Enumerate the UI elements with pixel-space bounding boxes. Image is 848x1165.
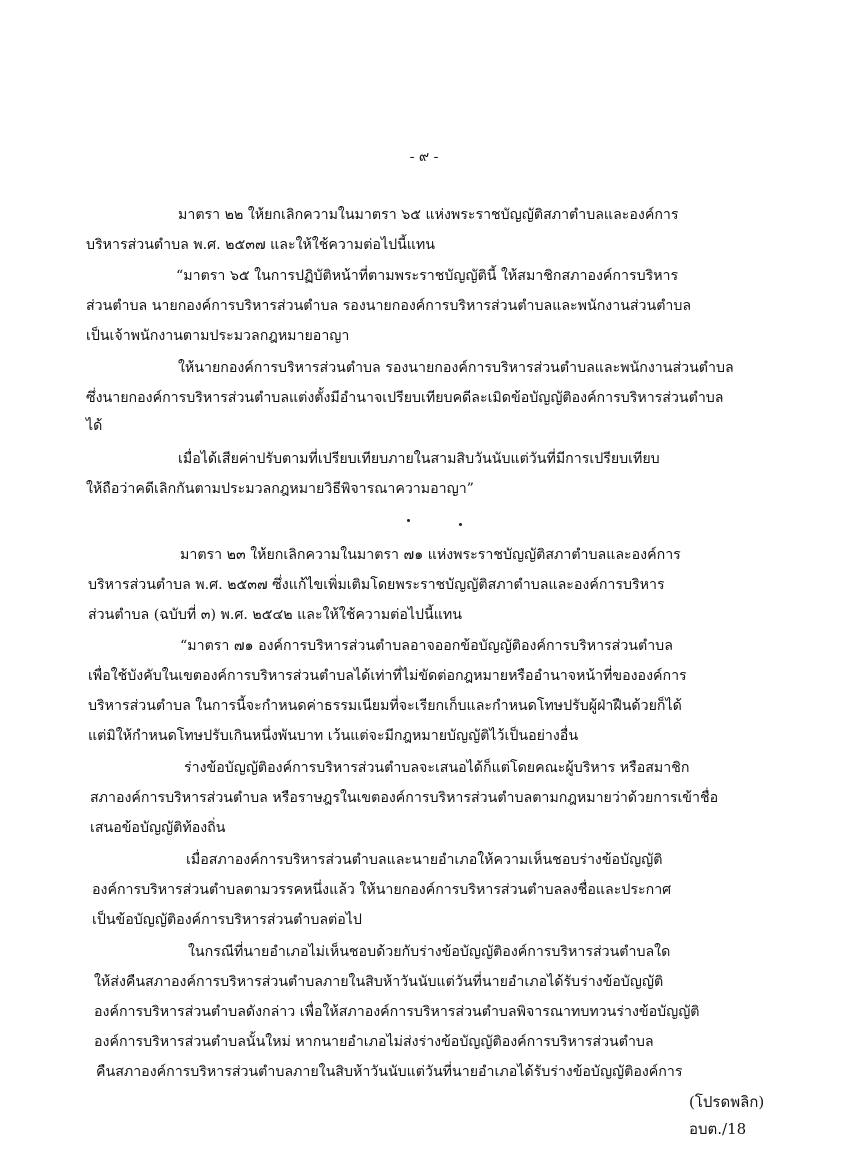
section23-line: เสนอข้อบัญญัติท้องถิ่น [90,820,226,836]
page-number: - ๙ - [409,149,439,165]
section23-line: บริหารส่วนตำบล พ.ศ. ๒๕๓๗ ซึ่งแก้ไขเพิ่มเติมโดยพระราชบัญญัติสภาตำบลและองค์การบริหาร [88,577,665,593]
section23-line: องค์การบริหารส่วนตำบลนั้นใหม่ หากนายอำเภอไม่ส่งร่างข้อบัญญัติองค์การบริหารส่วนตำบล [94,1034,654,1050]
document-reference: อบต./18 [689,1120,747,1138]
scan-speck [407,519,410,522]
section23-line: ส่วนตำบล (ฉบับที่ ๓) พ.ศ. ๒๕๔๒ และให้ใช้ความต่อไปนี้แทน [88,607,462,623]
section23-line: สภาองค์การบริหารส่วนตำบล หรือราษฎรในเขตองค์การบริหารส่วนตำบลตามกฎหมายว่าด้วยการเข้าชื่อ [90,790,719,806]
section23-line: บริหารส่วนตำบล ในการนี้จะกำหนดค่าธรรมเนียมที่จะเรียกเก็บและกำหนดโทษปรับผู้ฝ่าฝืนด้วยก็ได้ [88,698,682,714]
section23-line: แต่มิให้กำหนดโทษปรับเกินหนึ่งพันบาท เว้นแต่จะมีกฎหมายบัญญัติไว้เป็นอย่างอื่น [88,728,579,744]
section22-line: มาตรา ๒๒ ให้ยกเลิกความในมาตรา ๖๕ แห่งพระราชบัญญัติสภาตำบลและองค์การ [178,207,679,223]
section22-line: ให้ถือว่าคดีเลิกกันตามประมวลกฎหมายวิธีพิจารณาความอาญา” [86,481,474,497]
section23-line: ร่างข้อบัญญัติองค์การบริหารส่วนตำบลจะเสนอได้ก็แต่โดยคณะผู้บริหาร หรือสมาชิก [184,760,690,776]
section23-line: คืนสภาองค์การบริหารส่วนตำบลภายในสิบห้าวันนับแต่วันที่นายอำเภอได้รับร่างข้อบัญญัติองค์การ [96,1064,683,1080]
section23-line: ให้ส่งคืนสภาองค์การบริหารส่วนตำบลภายในสิบห้าวันนับแต่วันที่นายอำเภอได้รับร่างข้อบัญญัติ [94,974,664,990]
section23-line: องค์การบริหารส่วนตำบลตามวรรคหนึ่งแล้ว ให้นายกองค์การบริหารส่วนตำบลลงชื่อและประกาศ [92,882,672,898]
section23-line: “มาตรา ๗๑ องค์การบริหารส่วนตำบลอาจออกข้อบัญญัติองค์การบริหารส่วนตำบล [180,638,673,654]
section22-line: เป็นเจ้าพนักงานตามประมวลกฎหมายอาญา [86,328,350,344]
section22-line: ได้ [86,418,103,434]
section23-line: องค์การบริหารส่วนตำบลดังกล่าว เพื่อให้สภาองค์การบริหารส่วนตำบลพิจารณาทบทวนร่างข้อบัญญัติ [94,1004,700,1020]
section22-line: ซึ่งนายกองค์การบริหารส่วนตำบลแต่งตั้งมีอำนาจเปรียบเทียบคดีละเมิดข้อบัญญัติองค์การบริหารส่วนตำบล [86,390,724,406]
section22-line: ให้นายกองค์การบริหารส่วนตำบล รองนายกองค์การบริหารส่วนตำบลและพนักงานส่วนตำบล [178,360,734,376]
section22-line: เมื่อได้เสียค่าปรับตามที่เปรียบเทียบภายในสามสิบวันนับแต่วันที่มีการเปรียบเทียบ [178,451,660,467]
turn-page-note: (โปรดพลิก) [689,1093,765,1111]
section22-line: ส่วนตำบล นายกองค์การบริหารส่วนตำบล รองนายกองค์การบริหารส่วนตำบลและพนักงานส่วนตำบล [86,298,692,314]
section23-line: เมื่อสภาองค์การบริหารส่วนตำบลและนายอำเภอให้ความเห็นชอบร่างข้อบัญญัติ [186,852,663,868]
section22-line: “มาตรา ๖๕ ในการปฏิบัติหน้าที่ตามพระราชบัญญัตินี้ ให้สมาชิกสภาองค์การบริหาร [176,268,679,284]
section23-line: เพื่อใช้บังคับในเขตองค์การบริหารส่วนตำบลได้เท่าที่ไม่ขัดต่อกฎหมายหรืออำนาจหน้าที่ขององค์การ [88,668,687,684]
section23-line: มาตรา ๒๓ ให้ยกเลิกความในมาตรา ๗๑ แห่งพระราชบัญญัติสภาตำบลและองค์การ [180,547,681,563]
section23-line: เป็นข้อบัญญัติองค์การบริหารส่วนตำบลต่อไป [92,912,362,928]
section22-line: บริหารส่วนตำบล พ.ศ. ๒๕๓๗ และให้ใช้ความต่อไปนี้แทน [86,237,435,253]
section23-line: ในกรณีที่นายอำเภอไม่เห็นชอบด้วยกับร่างข้อบัญญัติองค์การบริหารส่วนตำบลใด [188,944,671,960]
scan-speck [459,523,462,526]
